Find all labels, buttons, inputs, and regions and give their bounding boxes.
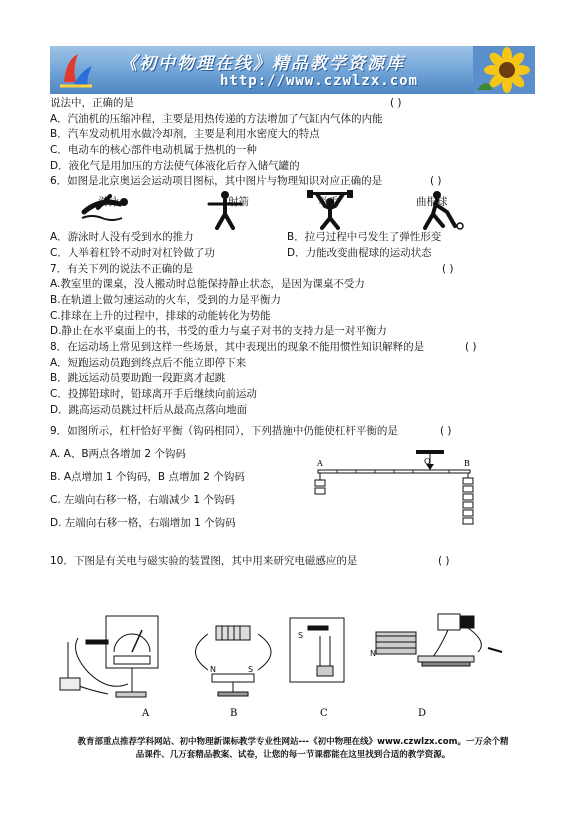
pictogram-label: 曲棍球 <box>416 196 448 209</box>
option-row: C．人举着杠铃不动时对杠铃做了功 D．力能改变曲棍球的运动状态 <box>50 246 432 259</box>
pictogram-label: 射箭 <box>228 196 249 209</box>
option-line: C.排球在上升的过程中，排球的动能转化为势能 <box>50 309 271 322</box>
option-line: B．汽车发动机用水做冷却剂，主要是利用水密度大的特点 <box>50 128 320 141</box>
lever-label-o: O <box>424 457 431 467</box>
question-10: 10．下图是有关电与磁实验的装置图，其中用来研究电磁感应的是 ( ) <box>50 555 450 568</box>
figure-c <box>290 618 344 682</box>
svg-text:S: S <box>248 665 254 674</box>
banner-title: 《初中物理在线》精品教学资源库 <box>120 54 405 74</box>
option-line: C．电动车的核心部件电动机属于热机的一种 <box>50 144 257 157</box>
figure-label: A <box>142 708 150 719</box>
site-logo-icon <box>56 50 96 90</box>
banner-url[interactable]: http://www.czwlzx.com <box>220 73 419 89</box>
option-line: B．跳远运动员要助跑一段距离才起跳 <box>50 372 226 385</box>
option-line: C. 左端向右移一格，右端减少 1 个钩码 <box>50 494 235 507</box>
header-banner <box>50 46 535 94</box>
figure-label: C <box>320 708 328 719</box>
svg-text:N: N <box>210 665 216 674</box>
page-footer <box>38 736 548 762</box>
option-line: D．液化气是用加压的方法使气体液化后存入储气罐的 <box>50 159 300 172</box>
option-line: B.在轨道上做匀速运动的火车，受到的力是平衡力 <box>50 293 282 306</box>
pictogram-label: 游泳 <box>98 196 119 209</box>
question-8: 8．在运动场上常见到这样一些场景，其中表现出的现象不能用惯性知识解释的是 ( ) <box>50 340 477 353</box>
figure-a <box>60 616 158 697</box>
option-line: D. 左端向右移一格，右端增加 1 个钩码 <box>50 517 236 530</box>
option-row: A．游泳时人没有受到水的推力 B．拉弓过程中弓发生了弹性形变 <box>50 231 442 244</box>
lever-label-b: B <box>464 459 470 469</box>
figure-d <box>370 614 502 666</box>
figure-label: D <box>418 708 427 719</box>
svg-text:S: S <box>298 631 304 640</box>
question-7: 7．有关下列的说法不正确的是 ( ) <box>50 262 454 275</box>
option-line: D.静止在水平桌面上的书，书受的重力与桌子对书的支持力是一对平衡力 <box>50 325 387 338</box>
option-line: A. A、B两点各增加 2 个钩码 <box>50 448 186 461</box>
option-line: A.教室里的课桌，没人搬动时总能保持静止状态，是因为课桌不受力 <box>50 278 365 291</box>
option-line: A．汽油机的压缩冲程，主要是用热传递的方法增加了气缸内气体的内能 <box>50 112 383 125</box>
olympic-pictograms <box>50 190 535 230</box>
lever-label-a: A <box>317 459 323 469</box>
figure-b <box>196 626 272 696</box>
question-6: 6．如图是北京奥运会运动项目图标，其中图片与物理知识对应正确的是 ( ) <box>50 175 442 188</box>
question-line: 说法中，正确的是 ( ) <box>50 97 402 109</box>
question-9: 9．如图所示，杠杆恰好平衡（钩码相同），下列措施中仍能使杠杆平衡的是 ( ) <box>50 425 452 438</box>
exam-content <box>50 96 535 570</box>
footer-line: 品课件、几万套精品教案、试卷，让您的每一节课都能在这里找到合适的教学资源。 <box>135 750 451 760</box>
option-line: C．投掷铅球时，铅球离开手后继续向前运动 <box>50 388 257 400</box>
question-9-body <box>50 440 535 540</box>
option-line: D．跳高运动员跳过杆后从最高点落向地面 <box>50 403 248 416</box>
sunflower-icon <box>473 46 535 94</box>
option-line: A．短跑运动员跑到终点后不能立即停下来 <box>50 356 247 369</box>
pictogram-label: 举重 <box>318 196 339 209</box>
footer-line: 教育部重点推荐学科网站、初中物理新课标教学专业性网站---《初中物理在线》www.czwlzx.com。一万余个精 <box>77 737 509 747</box>
figure-label: B <box>230 708 238 719</box>
svg-text:N: N <box>370 649 376 658</box>
lever-diagram <box>312 450 487 545</box>
electromagnetism-figures <box>58 612 508 732</box>
option-line: B. A点增加 1 个钩码，B 点增加 2 个钩码 <box>50 471 245 484</box>
